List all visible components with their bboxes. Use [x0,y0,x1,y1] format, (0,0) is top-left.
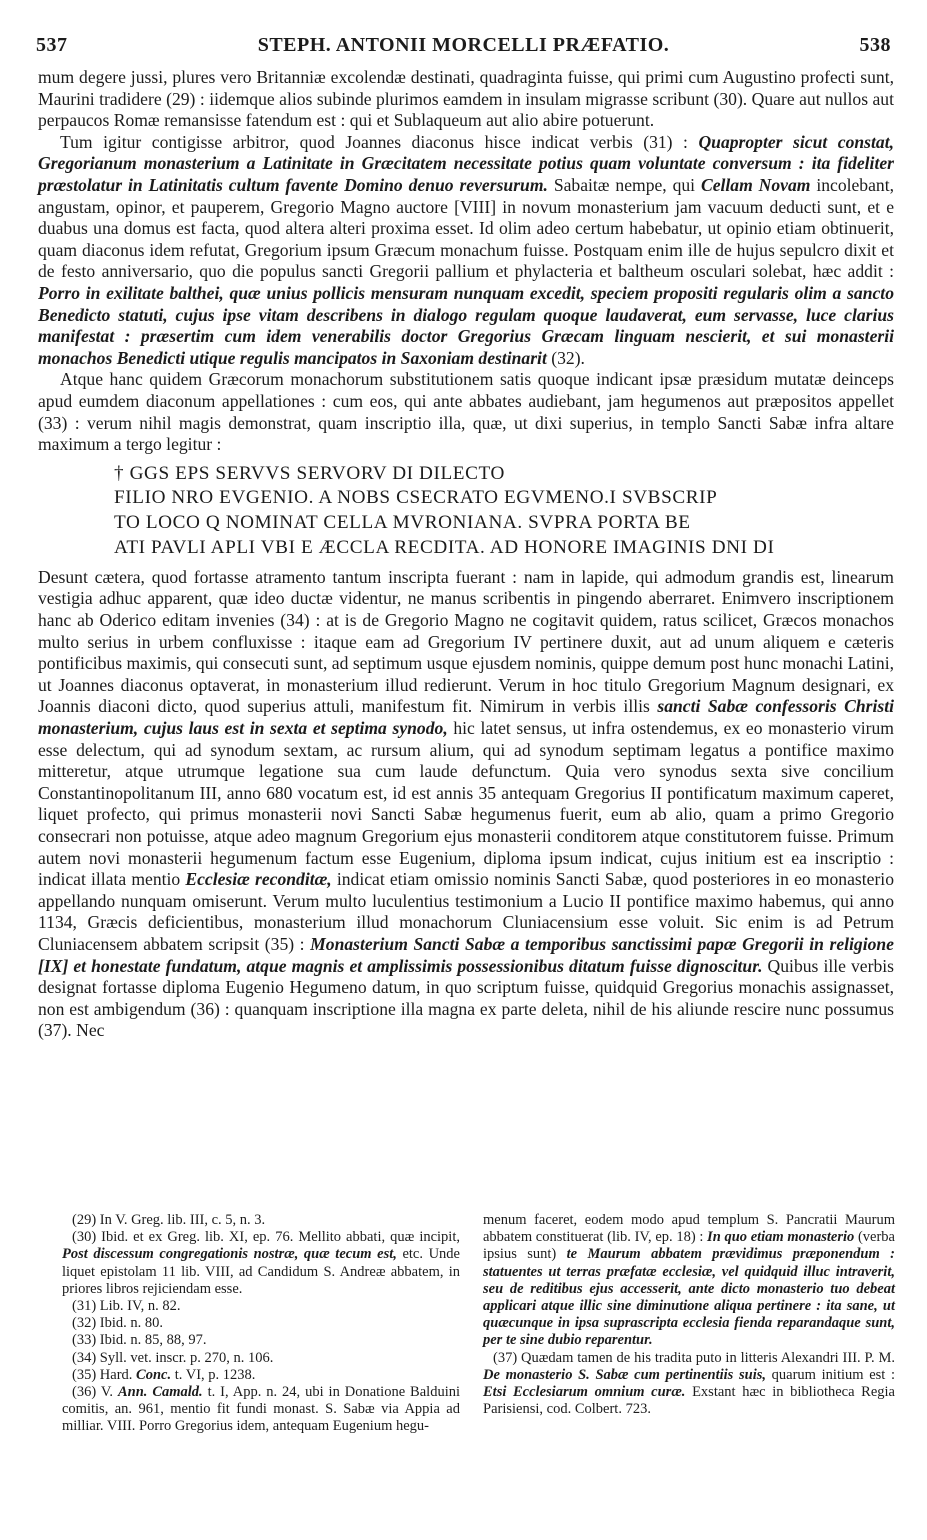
text-run: Desunt cætera, quod fortasse atramento tantum inscripta fuerant : nam in lapide, qui admodum grandis est, linearum vestigia adhuc apparent, quæ ideo ductæ videntur, ne manus scribentis in pingendo aberraret. Enimvero inscriptionem hanc ab Oderico editam invenies (34) : at is de Gregorio Magno ne cogitavit quidem, ratus scilicet, Græcos monachos multo serius in urbem confluxisse : itaque eam ad Gregorium IV pertinere duxit, aut ad unum aliquem e cæteris pontificibus maximis, qui consecuti sunt, ad septimum usque ejusdem nominis, quippe demum post hunc monachi Latini, ut Joannes diaconus optaverat, in monasterium illud redierunt. Verum in hoc titulo Gregorium Magnum designari, ex Joannis diaconi dicto, quod superius attuli, manifestum fit. Nimirum in verbis illis [38,566,894,717]
footnote-33: (33) Ibid. n. 85, 88, 97. [72,1332,207,1349]
footnotes-right-column [483,1212,895,1418]
footnote-34: (34) Syll. vet. inscr. p. 270, n. 106. [72,1349,274,1366]
quotation: te Maurum abbatem prævidimus præponendum : statuentes ut terras præfatæ ecclesiæ, vel quidquid illuc intraverit, seu de reditibus ejus accesserit, ante dicto monasterio tuo debeat applicari atque illic sine diminutione aliqua pertinere : ita sane, ut quæcunque in ipsa suprascripta ecclesia fienda reparandaque sunt, per te sine dubio reparentur. [483,1246,896,1349]
text-run: Quibus ille verbis designat fortasse diploma Eugenio Hegumeno datum, in quo scriptum fuisse, quidquid Gregorius monachis assignasset, non est ambigendum (36) : quanquam inscriptione illa magna ex parte deleta, nihil de his aliunde rescire nunc possumus (37). Nec [38,955,894,1041]
quotation: De monasterio S. Sabæ cum pertinentiis suis, [483,1366,766,1383]
quotation: Etsi Ecclesiarum omnium curæ. [483,1384,686,1401]
quotation: Quapropter sicut constat, Gregorianum monasterium a Latinitate in Græcitatem necessitate potius quam voluntate conversum : ita fideliter præstolatur in Latinitatis cultum favente Domino denuo reversurum. [38,131,894,195]
quotation: sancti Sabæ confessoris Christi monasterium, cujus laus est in sexta et septima synodo, [38,696,894,739]
text-run: quarum initium est : [766,1366,896,1383]
inscription-line: ATI PAVLI APLI VBI E ÆCCLA RECDITA. AD HONORE IMAGINIS DNI DI [114,537,775,559]
inscription-line: TO LOCO Q NOMINAT CELLA MVRONIANA. SVPRA PORTA BE [114,512,691,534]
paragraph-4 [38,567,894,1042]
quotation: Ecclesiæ reconditæ, [185,869,332,890]
page-header [36,34,891,60]
page-number-right: 538 [859,34,891,56]
quotation: Ann. Camald. [117,1384,203,1401]
quotation: In quo etiam monasterio [707,1229,855,1246]
footnotes-left-column [62,1212,460,1436]
footnote-29: (29) In V. Greg. lib. III, c. 5, n. 3. [72,1212,266,1228]
text-run: menum faceret, eodem modo apud templum S. Pancratii Maurum abbatem constituerat (lib. IV, ep. 18) : [483,1212,895,1246]
text-run: Sabaitæ nempe, qui [547,174,701,195]
text-run: t. I, App. n. 24, ubi in Donatione Balduini comitis, an. 961, mentio fit fundi monast. S. Sabæ via Appia ad milliar. VIII. Porro Gregorius idem, antequam Eugenium hegu- [62,1384,460,1435]
main-text [38,67,894,1042]
inscription-line: FILIO NRO EVGENIO. A NOBS CSECRATO EGVMENO.I SVBSCRIP [114,487,718,509]
paragraph-3: Atque hanc quidem Græcorum monachorum substitutionem satis quoque indicant ipsæ præsidum mutatæ deinceps apud eumdem diaconum appellationes : cum eos, qui ante abbates audiebant, jam hegumenos aut præpositos appellet (33) : verum nihil magis demonstrat, quam inscriptio illa, quæ, ut dixi superius, in templo Sancti Sabæ infra altare maximum a tergo legitur : [38,369,894,455]
inscription-line: † GGS EPS SERVVS SERVORV DI DILECTO [114,462,505,484]
text-run: (36) V. [72,1384,118,1401]
quotation: Monasterium Sancti Sabæ a temporibus sanctissimi papæ Gregorii in religione [IX] et honestate fundatum, atque magnis et amplissimis possessionibus ditatum fuisse dignoscitur. [38,933,894,976]
footnote-32: (32) Ibid. n. 80. [72,1315,164,1332]
text-run: hic latet sensus, ut infra ostendemus, ex eo monasterio virum esse delectum, qui ad synodum sextam, ac rursum alium, qui ad synodum septimam legatus a pontifice maximo mitteretur, atque utrumque legatione sua cum laude defunctum. Quia vero synodus sexta sive concilium Constantinopolitanum III, anno 680 vocatum est, id est annis 35 antequam Gregorius II pontificatum maximum caperet, liquet profecto, qui primus monasterii novi Sancti Sabæ hegumenus fuerit, eum ab alio, quam a primo Gregorio consecrari non potuisse, atque adeo magnum Gregorium ejus monasterii conditorem atque constitutorem fuisse. Primum autem novi monasterii hegumenum factum esse Eugenium, diploma ipsum indicat, cujus initium est ea inscriptio : indicat illata mentio [38,718,894,890]
quotation: Conc. [136,1366,172,1383]
text-run: Exstant hæc in bibliotheca Regia Parisiensi, cod. Colbert. 723. [483,1384,895,1418]
text-run: (30) Ibid. et ex Greg. lib. XI, ep. 76. Mellito abbati, quæ incipit, [72,1229,460,1246]
footnote-36 [62,1384,460,1436]
text-run: Tum igitur contigisse arbitror, quod Joannes diaconus hisce indicat verbis (31) : [60,131,699,152]
text-run: (37) Quædam tamen de his tradita puto in litteris Alexandri III. P. M. [493,1349,895,1366]
footnote-37 [483,1350,895,1419]
text-run: incolebant, angustam, opinor, et pauperem, Gregorio Magno auctore [VIII] in novum monasterium jam vacuum deducti sunt, et e duabus una domus est facta, quod altera alteri proxima esset. Id olim adeo certum habebatur, ut opinio etiam obtinuerit, quam diaconus idem refutat, Gregorium ipsum Græcum monachum fuisse. Postquam enim ille de hujus sepulcro dixit et de festo anniversario, quo die populus sancti Gregorii pallium et phylacteria et baltheum osculari solebat, hæc addit : [38,174,894,282]
footnote-36-continued [483,1212,895,1350]
text-run: (35) Hard. [72,1366,137,1383]
text-run: (verba ipsius sunt) [483,1229,895,1263]
text-run: (32). [546,347,585,368]
paragraph-1: mum degere jussi, plures vero Britanniæ excolendæ destinati, quadraginta fuisse, qui primi cum Augustino profecti sunt, Maurini tradidere (29) : iidemque alios subinde plurimos eamdem in insulam migrasse scribunt (30). Quare aut nullos aut perpaucos Romæ remansisse fatendum est : qui et Sublaqueum aut alio abire potuerunt. [38,67,894,131]
footnote-31: (31) Lib. IV, n. 82. [72,1298,181,1315]
quotation: Porro in exilitate balthei, quæ unius pollicis mensuram nunquam excedit, speciem propositi regularis olim a sancto Benedicto statuti, cujus ipse vitam describens in dialogo regulam quoque laudaverat, eum servasse, luce clarius manifestat : præsertim cum idem venerabilis doctor Gregorius Græcam linguam nescierit, et sui monasterii monachos Benedicti utique regulis mancipatos in Saxoniam destinarit [38,282,894,368]
footnote-35 [62,1367,460,1384]
text-run: indicat etiam omissio nominis Sancti Sabæ, quod posteriores in eo monasterio appellando nunquam omiserunt. Verum multo luculentius testimonium a Lucio II pontifice maximo habemus, qui anno 1134, Græcis deficientibus, monasterium illud monachorum Cluniacensium esse voluit. Sic enim is ad Petrum Cluniacensem abbatem scripsit (35) : [38,869,894,954]
quotation: Cellam Novam [700,174,811,195]
paragraph-2 [38,132,894,370]
text-run: t. VI, p. 1238. [171,1366,256,1383]
running-title: STEPH. ANTONII MORCELLI PRÆFATIO. [257,34,670,56]
page-number-left: 537 [36,34,68,56]
footnote-30 [62,1229,460,1298]
quotation: Post discessum congregationis nostræ, quæ tecum est, [62,1246,397,1263]
text-run: etc. Unde liquet epistolam 11 lib. VIII, ad Candidum S. Andreæ abbatem, in priores libros rejiciendam esse. [62,1246,460,1297]
inscription-block [114,462,894,561]
